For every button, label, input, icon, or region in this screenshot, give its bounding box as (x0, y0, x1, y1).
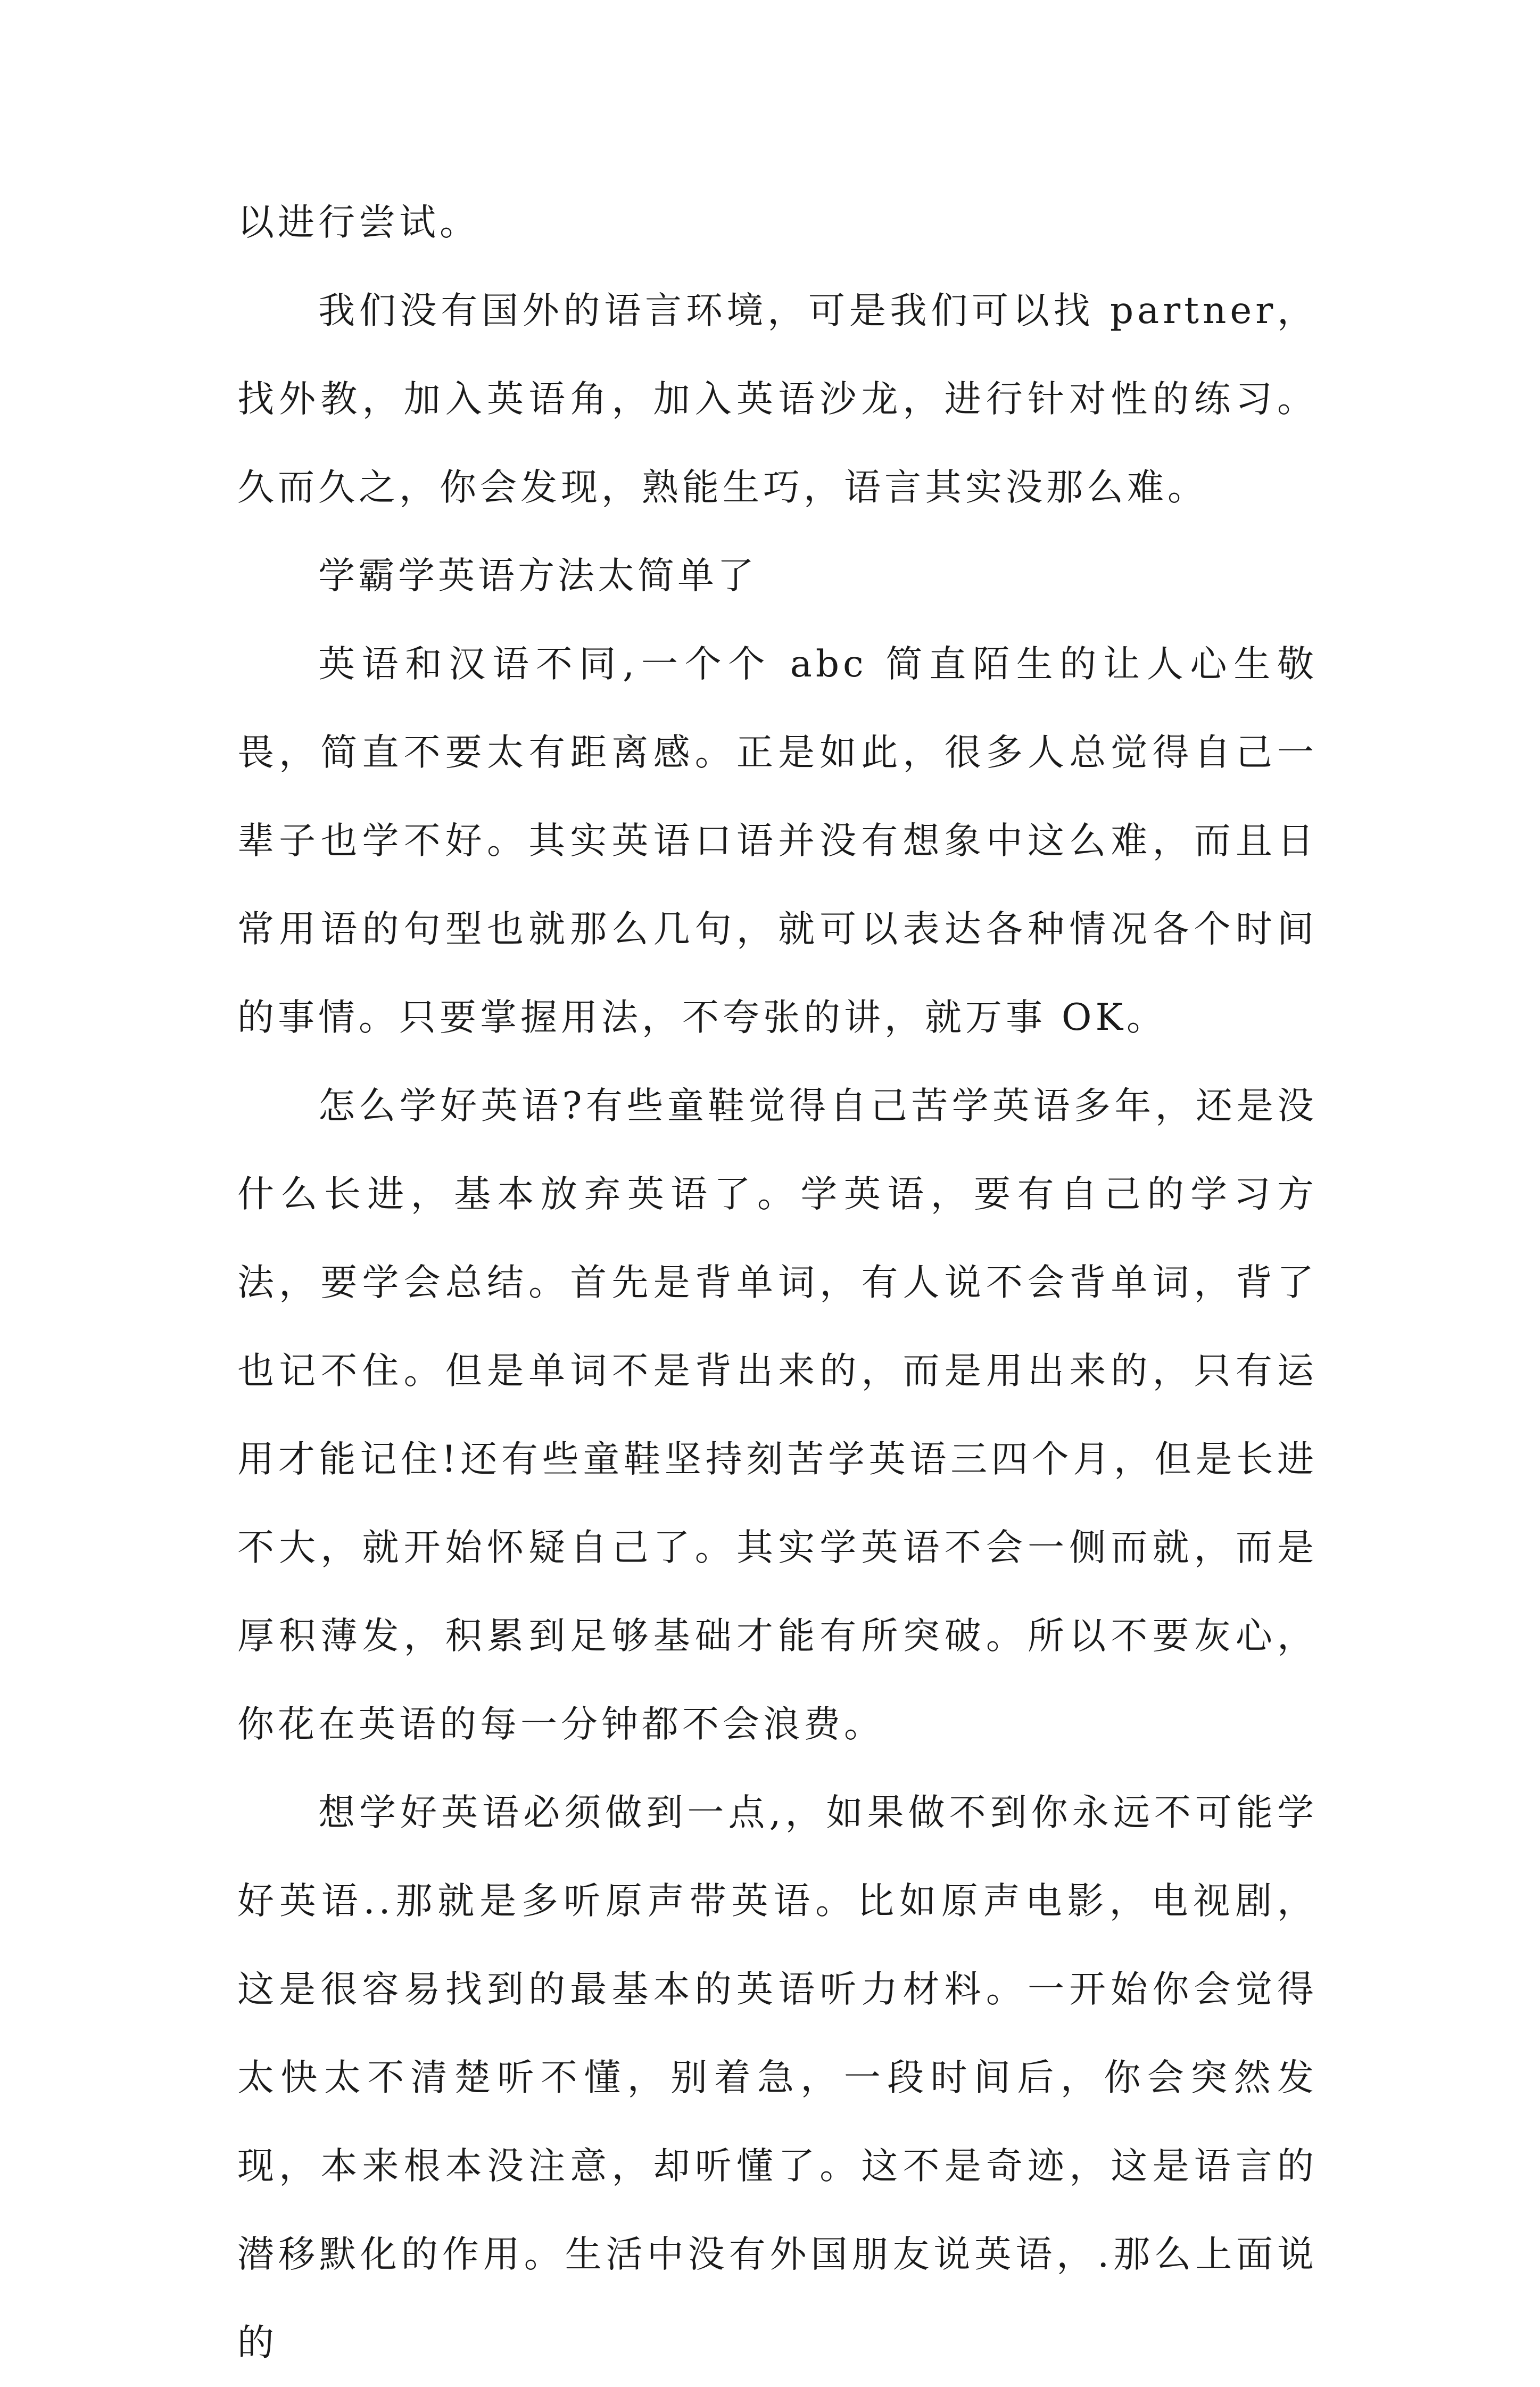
paragraph-how-to-learn: 怎么学好英语?有些童鞋觉得自己苦学英语多年，还是没什么长进，基本放弃英语了。学英语，要有自己的学习方法，要学会总结。首先是背单词，有人说不会背单词，背了也记不住。但是单词不是背出来的，而是用出来的，只有运用才能记住!还有些童鞋坚持刻苦学英语三四个月，但是长进不大，就开始怀疑自己了。其实学英语不会一侧而就，而是厚积薄发，积累到足够基础才能有所突破。所以不要灰心，你花在英语的每一分钟都不会浪费。 (237, 1085, 1318, 1746)
paragraph-continuation: 以进行尝试。 (237, 201, 480, 244)
section-heading: 学霸学英语方法太简单了 (318, 555, 757, 597)
paragraph-english-vs-chinese: 英语和汉语不同,一个个 abc 简直陌生的让人心生敬畏，简直不要太有距离感。正是如此，很多人总觉得自己一辈子也学不好。其实英语口语并没有想象中这么难，而且日常用语的句型也就那么几句，就可以表达各种情况各个时间的事情。只要掌握用法，不夸张的讲，就万事 OK。 (237, 643, 1318, 1039)
paragraph-language-environment: 我们没有国外的语言环境，可是我们可以找 partner，找外教，加入英语角，加入英语沙龙，进行针对性的练习。久而久之，你会发现，熟能生巧，语言其实没那么难。 (237, 290, 1318, 509)
paragraph-listening: 想学好英语必须做到一点,，如果做不到你永远不可能学好英语..那就是多听原声带英语。比如原声电影，电视剧，这是很容易找到的最基本的英语听力材料。一开始你会觉得太快太不清楚听不懂，别着急，一段时间后，你会突然发现，本来根本没注意，却听懂了。这不是奇迹，这是语言的潜移默化的作用。生活中没有外国朋友说英语，.那么上面说的 (237, 1791, 1318, 2364)
document-body (237, 178, 1318, 2387)
